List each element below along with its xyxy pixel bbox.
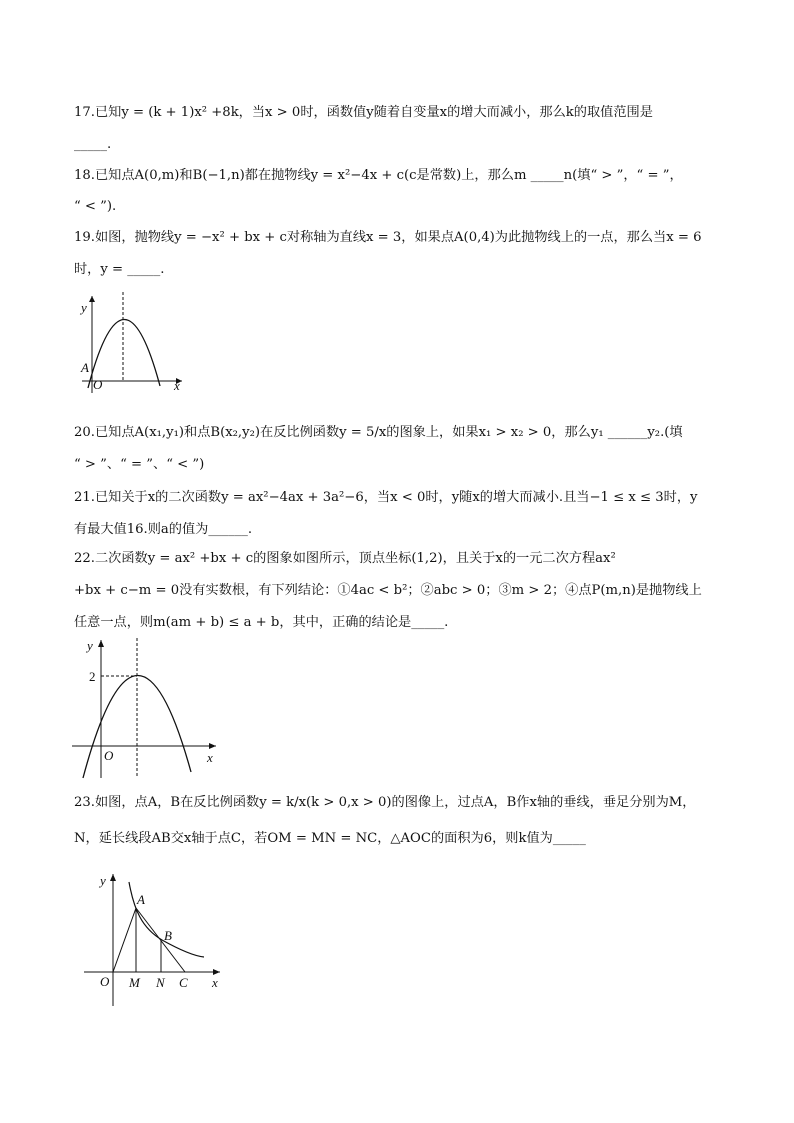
question-19-line-1: 19.如图，抛物线y = −x² + bx + c对称轴为直线x = 3，如果点A(0,4)为此抛物线上的一点，那么当x = 6 (74, 230, 702, 245)
y-axis-label: y (100, 873, 106, 888)
question-21 (74, 489, 724, 539)
origin-label: O (100, 974, 110, 989)
point-c-label: C (179, 975, 188, 990)
question-23-line-1: 23.如图，点A，B在反比例函数y = k/x(k > 0,x > 0)的图像上，过点A，B作x轴的垂线，垂足分别为M， (74, 795, 696, 810)
point-n-label: N (156, 975, 165, 990)
question-17-line-1: 17.已知y = (k + 1)x² +8k，当x > 0时，函数值y随着自变量x的增大而减小，那么k的取值范围是 (74, 105, 653, 120)
point-a-label: A (137, 892, 145, 907)
question-22-figure (70, 636, 220, 780)
question-17 (74, 104, 724, 154)
question-22 (74, 550, 724, 632)
question-22-line-1: 22.二次函数y = ax² +bx + c的图象如图所示，顶点坐标(1,2)，且关于x的一元二次方程ax² (74, 551, 616, 566)
question-18 (74, 167, 724, 216)
question-19 (74, 229, 724, 279)
question-23 (74, 794, 724, 848)
x-axis-label: x (212, 975, 218, 990)
question-23-line-2: N，延长线段AB交x轴于点C，若OM = MN = NC，△AOC的面积为6，则k值为_____ (74, 831, 586, 846)
question-20 (74, 424, 724, 474)
question-19-figure (78, 290, 188, 394)
y-axis-label: y (87, 638, 93, 653)
question-18-line-2: “ < ”). (74, 199, 117, 214)
origin-label: O (93, 377, 103, 392)
origin-label: O (104, 748, 114, 763)
question-20-line-1: 20.已知点A(x₁,y₁)和点B(x₂,y₂)在反比例函数y = 5/x的图象上，如果x₁ > x₂ > 0，那么y₁ ______y₂.(填 (74, 425, 683, 440)
segment-oa (113, 908, 136, 972)
y-axis-label: y (81, 300, 87, 315)
question-22-line-2: +bx + c−m = 0没有实数根，有下列结论：①4ac < b²；②abc > 0；③m > 2；④点P(m,n)是抛物线上 (74, 583, 702, 598)
question-21-line-2: 有最大值16.则a的值为______. (74, 522, 253, 537)
question-20-line-2: “ > ”、“ = ”、“ < ”) (74, 457, 205, 472)
question-18-line-1: 18.已知点A(0,m)和B(−1,n)都在抛物线y = x²−4x + c(c是常数)上，那么m _____n(填“ > ”，“ = ”， (74, 168, 683, 183)
point-m-label: M (129, 975, 140, 990)
question-22-line-3: 任意一点，则m(am + b) ≤ a + b，其中，正确的结论是_____. (74, 615, 449, 630)
y-axis-arrow (98, 640, 104, 647)
vertex-value-label: 2 (89, 669, 96, 684)
question-17-line-2: _____. (74, 137, 112, 152)
y-axis-arrow (89, 296, 95, 302)
x-axis-label: x (207, 750, 213, 765)
question-19-line-2: 时，y = _____. (74, 262, 165, 277)
x-axis-label: x (174, 378, 180, 393)
question-21-line-1: 21.已知关于x的二次函数y = ax²−4ax + 3a²−6，当x < 0时，y随x的增大而减小.且当−1 ≤ x ≤ 3时，y (74, 490, 698, 505)
point-a-label: A (81, 360, 89, 375)
x-axis-arrow (209, 743, 216, 749)
y-axis-arrow (110, 874, 116, 881)
question-23-figure (82, 870, 226, 1010)
point-b-label: B (164, 928, 172, 943)
